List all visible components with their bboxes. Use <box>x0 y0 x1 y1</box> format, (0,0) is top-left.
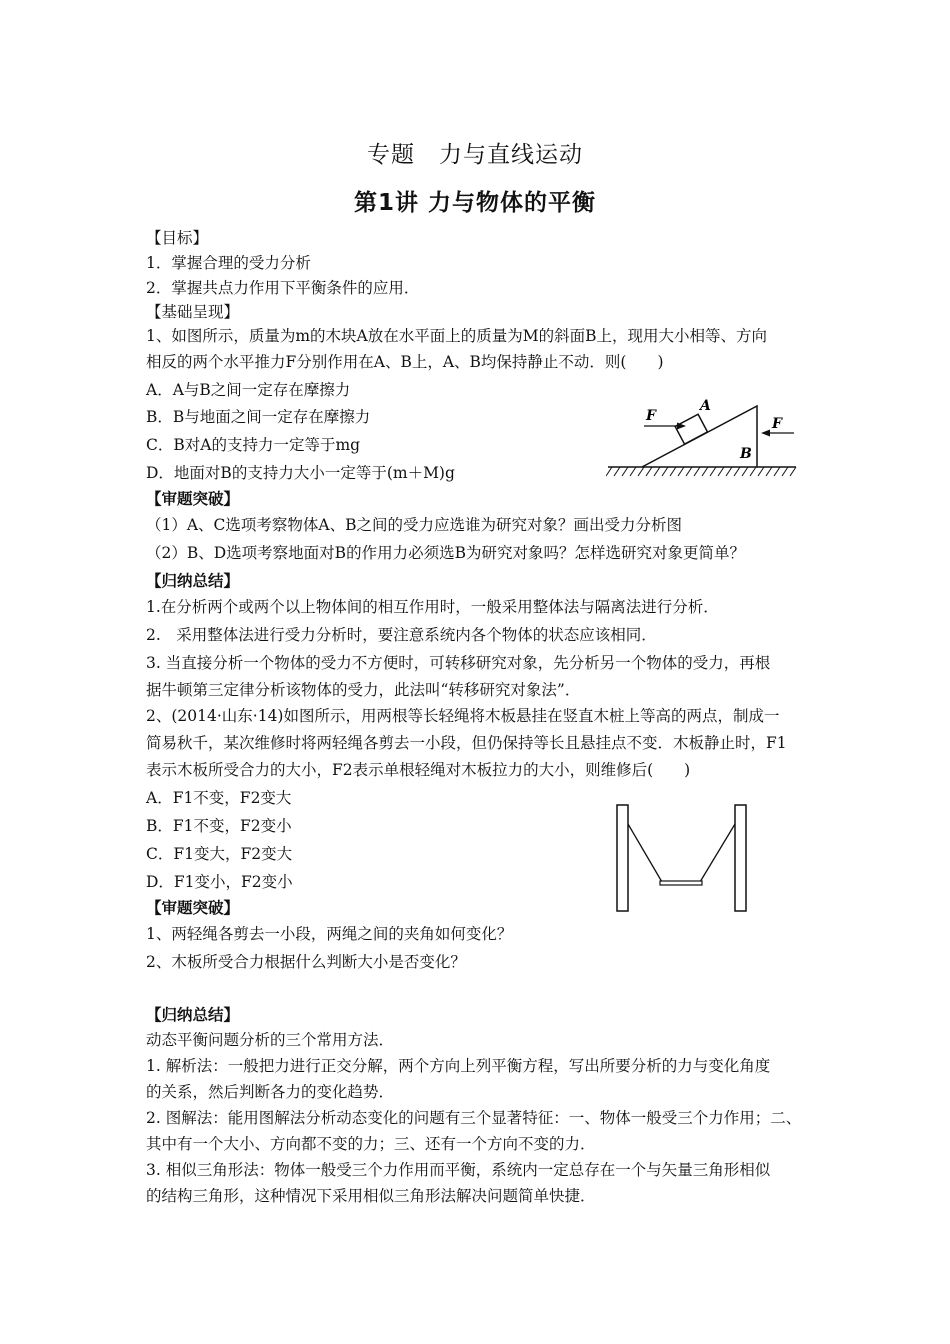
summary-heading: 【归纳总结】 <box>146 571 240 590</box>
wedge-label: B <box>740 446 752 462</box>
summary-intro: 动态平衡问题分析的三个常用方法． <box>146 1031 395 1049</box>
page-title: 专题 力与直线运动 <box>367 142 583 168</box>
goal-item: 1．掌握合理的受力分析 <box>146 254 311 272</box>
page-subtitle: 第1讲 力与物体的平衡 <box>353 190 596 216</box>
q2-stem-line: 简易秋千，某次维修时将两轻绳各剪去一小段，但仍保持等长且悬挂点不变．木板静止时，F1 <box>146 734 787 752</box>
q1-stem-line: 相反的两个水平推力F分别作用在A、B上，A、B均保持静止不动．则( ) <box>146 353 664 371</box>
goal-item: 2．掌握共点力作用下平衡条件的应用． <box>146 279 420 297</box>
force-label-right: F <box>772 416 782 432</box>
incline-figure <box>606 396 802 480</box>
summary-item: 3. 当直接分析一个物体的受力不方便时，可转移研究对象，先分析另一个物体的受力，再根 <box>146 654 771 672</box>
q2-option-d: D．F1变小，F2变小 <box>146 873 293 891</box>
breakthrough-item: 1、两轻绳各剪去一小段，两绳之间的夹角如何变化？ <box>146 925 513 943</box>
breakthrough-item: （1）A、C选项考察物体A、B之间的受力应选谁为研究对象？画出受力分析图 <box>146 516 683 534</box>
q1-stem-line: 1、如图所示，质量为m的木块A放在水平面上的质量为M的斜面B上，现用大小相等、方向 <box>146 327 768 345</box>
force-label-left: F <box>646 408 656 424</box>
breakthrough-heading: 【审题突破】 <box>146 898 240 917</box>
summary-item: 1.在分析两个或两个以上物体间的相互作用时，一般采用整体法与隔离法进行分析． <box>146 598 719 616</box>
q1-option-d: D．地面对B的支持力大小一定等于(m＋M)g <box>146 464 455 482</box>
q2-option-a: A．F1不变，F2变大 <box>146 789 292 807</box>
q1-option-b: B．B与地面之间一定存在摩擦力 <box>146 408 371 426</box>
summary-item: 3. 相似三角形法：物体一般受三个力作用而平衡，系统内一定总存在一个与矢量三角形相似 <box>146 1161 771 1179</box>
basic-heading: 【基础呈现】 <box>146 303 240 321</box>
q1-option-c: C．B对A的支持力一定等于mg <box>146 436 361 454</box>
q2-stem-line: 表示木板所受合力的大小，F2表示单根轻绳对木板拉力的大小，则维修后( ) <box>146 761 691 779</box>
goal-heading: 【目标】 <box>146 229 209 247</box>
q2-stem-line: 2、(2014·山东·14)如图所示，用两根等长轻绳将木板悬挂在竖直木桩上等高的两点，制成一 <box>146 707 780 725</box>
summary-item: 其中有一个大小、方向都不变的力；三、还有一个方向不变的力． <box>146 1135 596 1153</box>
q2-option-b: B．F1不变，F2变小 <box>146 817 292 835</box>
breakthrough-heading: 【审题突破】 <box>146 489 240 508</box>
summary-heading: 【归纳总结】 <box>146 1005 240 1024</box>
summary-item: 2. 图解法：能用图解法分析动态变化的问题有三个显著特征：一、物体一般受三个力作用；二、 <box>146 1109 802 1127</box>
breakthrough-item: （2）B、D选项考察地面对B的作用力必须选B为研究对象吗？怎样选研究对象更简单？ <box>146 544 745 562</box>
summary-item: 的结构三角形，这种情况下采用相似三角形法解决问题简单快捷． <box>146 1187 596 1205</box>
breakthrough-item: 2、木板所受合力根据什么判断大小是否变化？ <box>146 953 466 971</box>
summary-item: 2. 采用整体法进行受力分析时，要注意系统内各个物体的状态应该相同． <box>146 626 657 644</box>
summary-item: 1. 解析法：一般把力进行正交分解，两个方向上列平衡方程，写出所要分析的力与变化角度 <box>146 1057 771 1075</box>
q2-option-c: C．F1变大，F2变大 <box>146 845 293 863</box>
q1-option-a: A．A与B之间一定存在摩擦力 <box>146 381 351 399</box>
summary-item: 的关系，然后判断各力的变化趋势． <box>146 1083 395 1101</box>
summary-item: 据牛顿第三定律分析该物体的受力，此法叫“转移研究对象法”． <box>146 681 581 699</box>
block-label: A <box>700 398 711 414</box>
